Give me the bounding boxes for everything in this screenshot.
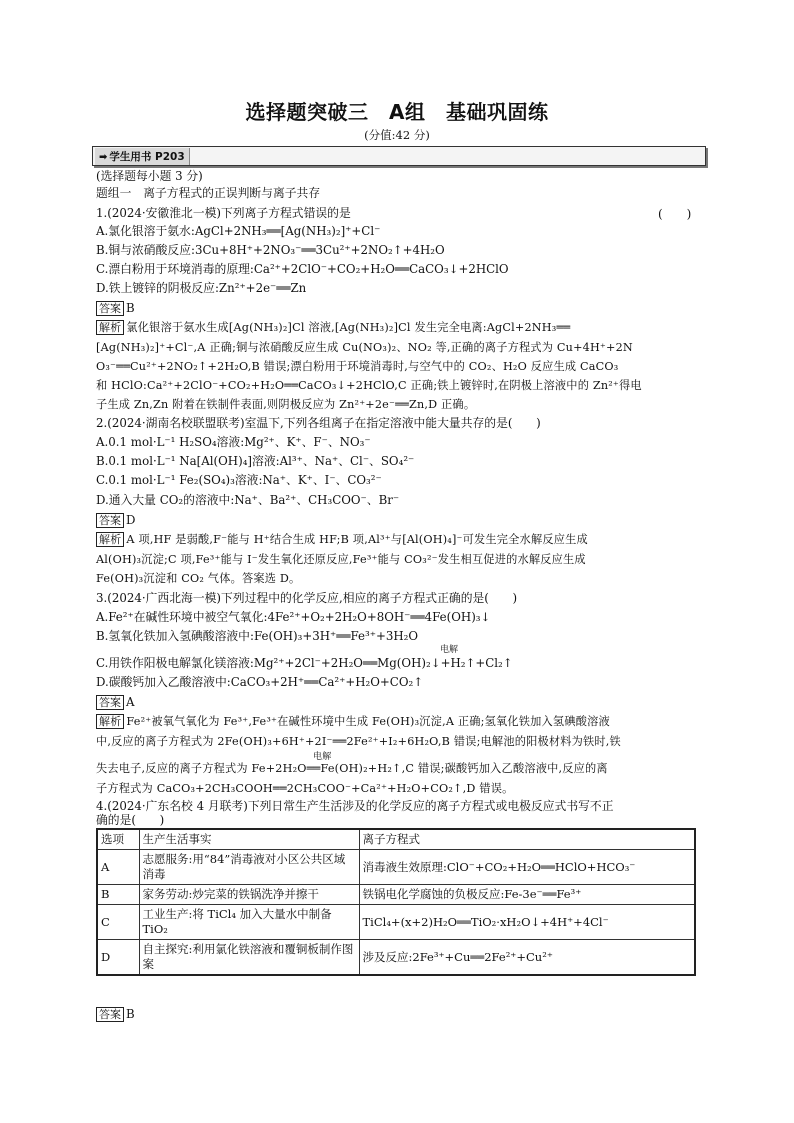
q4-answer-value: B [126, 1007, 135, 1021]
intro-note: (选择题每小题 3 分) [96, 169, 203, 183]
q1-explanation-4: 和 HClO:Ca²⁺+2ClO⁻+CO₂+H₂O══CaCO₃↓+2HClO,C 正确;铁上镀锌时,在阴极上溶液中的 Zn²⁺得电 [96, 379, 642, 392]
banner-label [95, 148, 190, 165]
q1-option-a: A.氯化银溶于氨水:AgCl+2NH₃══[Ag(NH₃)₂]⁺+Cl⁻ [96, 224, 381, 238]
q3-option-d: D.碳酸钙加入乙酸溶液中:CaCO₃+2H⁺══Ca²⁺+H₂O+CO₂↑ [96, 675, 424, 689]
q3-answer-value: A [126, 695, 135, 709]
table-cell: 工业生产:将 TiCl₄ 加入大量水中制备 TiO₂ [139, 905, 359, 940]
q4-options-table [96, 828, 696, 976]
q1-answer-value: B [126, 301, 135, 315]
table-row [97, 940, 695, 976]
table-row [97, 885, 695, 905]
q3-explanation-4: 子方程式为 CaCO₃+2CH₃COOH══2CH₃COO⁻+Ca²⁺+H₂O+CO₂↑,D 错误。 [96, 782, 514, 795]
q3-c-electrolysis-label: 电解 [440, 645, 459, 655]
q3-stem: 3.(2024·广西北海一模)下列过程中的化学反应,相应的离子方程式正确的是( ) [96, 591, 518, 605]
q2-option-a: A.0.1 mol·L⁻¹ H₂SO₄溶液:Mg²⁺、K⁺、F⁻、NO₃⁻ [96, 435, 371, 449]
table-cell: B [97, 885, 139, 905]
book-banner [92, 146, 706, 166]
q1-bracket: ( ) [658, 207, 692, 221]
explanation-tag: 解析 [96, 714, 124, 729]
q2-stem: 2.(2024·湖南名校联盟联考)室温下,下列各组离子在指定溶液中能大量共存的是( ) [96, 416, 541, 430]
q3-exp-text-1: Fe²⁺被氧气氧化为 Fe³⁺,Fe³⁺在碱性环境中生成 Fe(OH)₃沉淀,A 正确;氢氧化铁加入氢碘酸溶液 [126, 715, 610, 728]
answer-tag: 答案 [96, 513, 124, 528]
q3-explanation-1 [96, 714, 610, 730]
q2-option-c: C.0.1 mol·L⁻¹ Fe₂(SO₄)₃溶液:Na⁺、K⁺、I⁻、CO₃²⁻ [96, 473, 382, 487]
table-header-row [97, 829, 695, 850]
explanation-tag: 解析 [96, 320, 124, 335]
table-row [97, 905, 695, 940]
answer-tag: 答案 [96, 301, 124, 316]
answer-tag: 答案 [96, 1007, 124, 1022]
q4-stem-2: 确的是( ) [96, 813, 165, 827]
table-cell: C [97, 905, 139, 940]
table-cell: 志愿服务:用“84”消毒液对小区公共区域消毒 [139, 850, 359, 885]
table-cell: D [97, 940, 139, 976]
q3-option-a: A.Fe²⁺在碱性环境中被空气氧化:4Fe²⁺+O₂+2H₂O+8OH⁻══4Fe(OH)₃↓ [96, 610, 491, 624]
q3-option-b: B.氢氧化铁加入氢碘酸溶液中:Fe(OH)₃+3H⁺══Fe³⁺+3H₂O [96, 629, 419, 643]
table-cell: 消毒液生效原理:ClO⁻+CO₂+H₂O══HClO+HCO₃⁻ [359, 850, 695, 885]
q1-explanation-1 [96, 320, 570, 336]
q1-option-c: C.漂白粉用于环境消毒的原理:Ca²⁺+2ClO⁻+CO₂+H₂O══CaCO₃↓+2HClO [96, 262, 509, 276]
q2-answer [96, 512, 135, 528]
q3-option-c: C.用铁作阳极电解氯化镁溶液:Mg²⁺+2Cl⁻+2H₂O══Mg(OH)₂↓+H₂↑+Cl₂↑ [96, 656, 513, 670]
q2-option-b: B.0.1 mol·L⁻¹ Na[Al(OH)₄]溶液:Al³⁺、Na⁺、Cl⁻、SO₄²⁻ [96, 454, 415, 468]
q3-explanation-2: 中,反应的离子方程式为 2Fe(OH)₃+6H⁺+2I⁻══2Fe²⁺+I₂+6H₂O,B 错误;电解池的阳极材料为铁时,铁 [96, 735, 621, 748]
q3-exp-electrolysis-label: 电解 [313, 752, 332, 762]
q1-explanation-3: O₃⁻══Cu²⁺+2NO₂↑+2H₂O,B 错误;漂白粉用于环境消毒时,与空气中的 CO₂、H₂O 反应生成 CaCO₃ [96, 360, 619, 373]
table-cell: 铁锅电化学腐蚀的负极反应:Fe-3e⁻══Fe³⁺ [359, 885, 695, 905]
q2-explanation-2: Al(OH)₃沉淀;C 项,Fe³⁺能与 I⁻发生氧化还原反应,Fe³⁺能与 CO₃²⁻发生相互促进的水解反应生成 [96, 553, 586, 566]
q1-answer [96, 300, 135, 316]
arrow-icon: ➡ [99, 152, 108, 163]
q3-explanation-3: 失去电子,反应的离子方程式为 Fe+2H₂O══Fe(OH)₂+H₂↑,C 错误;碳酸钙加入乙酸溶液中,反应的离 [96, 762, 608, 775]
table-header: 生产生活事实 [139, 829, 359, 850]
table-cell: 涉及反应:2Fe³⁺+Cu══2Fe²⁺+Cu²⁺ [359, 940, 695, 976]
q1-stem: 1.(2024·安徽淮北一模)下列离子方程式错误的是 [96, 206, 351, 220]
q2-explanation-1 [96, 532, 588, 548]
table-row [97, 850, 695, 885]
q2-exp-text-1: A 项,HF 是弱酸,F⁻能与 H⁺结合生成 HF;B 项,Al³⁺与[Al(OH)₄]⁻可发生完全水解反应生成 [126, 533, 588, 546]
q4-answer [96, 1006, 135, 1022]
score-note: (分值:42 分) [364, 128, 430, 142]
q2-explanation-3: Fe(OH)₃沉淀和 CO₂ 气体。答案选 D。 [96, 572, 301, 585]
q1-explanation-5: 子生成 Zn,Zn 附着在铁制件表面,则阴极反应为 Zn²⁺+2e⁻══Zn,D 正确。 [96, 398, 476, 411]
explanation-tag: 解析 [96, 532, 124, 547]
q1-exp-text-1: 氯化银溶于氨水生成[Ag(NH₃)₂]Cl 溶液,[Ag(NH₃)₂]Cl 发生完全电离:AgCl+2NH₃══ [126, 321, 571, 334]
q1-option-d: D.铁上镀锌的阴极反应:Zn²⁺+2e⁻══Zn [96, 281, 307, 295]
answer-tag: 答案 [96, 695, 124, 710]
table-header: 离子方程式 [359, 829, 695, 850]
table-cell: 自主探究:利用氯化铁溶液和覆铜板制作图案 [139, 940, 359, 976]
table-cell: A [97, 850, 139, 885]
table-cell: 家务劳动:炒完菜的铁锅洗净并擦干 [139, 885, 359, 905]
group-heading: 题组一 离子方程式的正误判断与离子共存 [96, 186, 321, 200]
q2-answer-value: D [126, 513, 136, 527]
q3-answer [96, 694, 135, 710]
table-header: 选项 [97, 829, 139, 850]
q1-option-b: B.铜与浓硝酸反应:3Cu+8H⁺+2NO₃⁻══3Cu²⁺+2NO₂↑+4H₂O [96, 243, 445, 257]
q1-explanation-2: [Ag(NH₃)₂]⁺+Cl⁻,A 正确;铜与浓硝酸反应生成 Cu(NO₃)₂、NO₂ 等,正确的离子方程式为 Cu+4H⁺+2N [96, 341, 633, 354]
q2-option-d: D.通入大量 CO₂的溶液中:Na⁺、Ba²⁺、CH₃COO⁻、Br⁻ [96, 493, 400, 507]
table-cell: TiCl₄+(x+2)H₂O══TiO₂·xH₂O↓+4H⁺+4Cl⁻ [359, 905, 695, 940]
banner-text: 学生用书 P203 [109, 151, 185, 163]
q4-stem-1: 4.(2024·广东名校 4 月联考)下列日常生产生活涉及的化学反应的离子方程式或电极反应式书写不正 [96, 799, 614, 813]
page-title: 选择题突破三 A组 基础巩固练 [245, 100, 549, 124]
